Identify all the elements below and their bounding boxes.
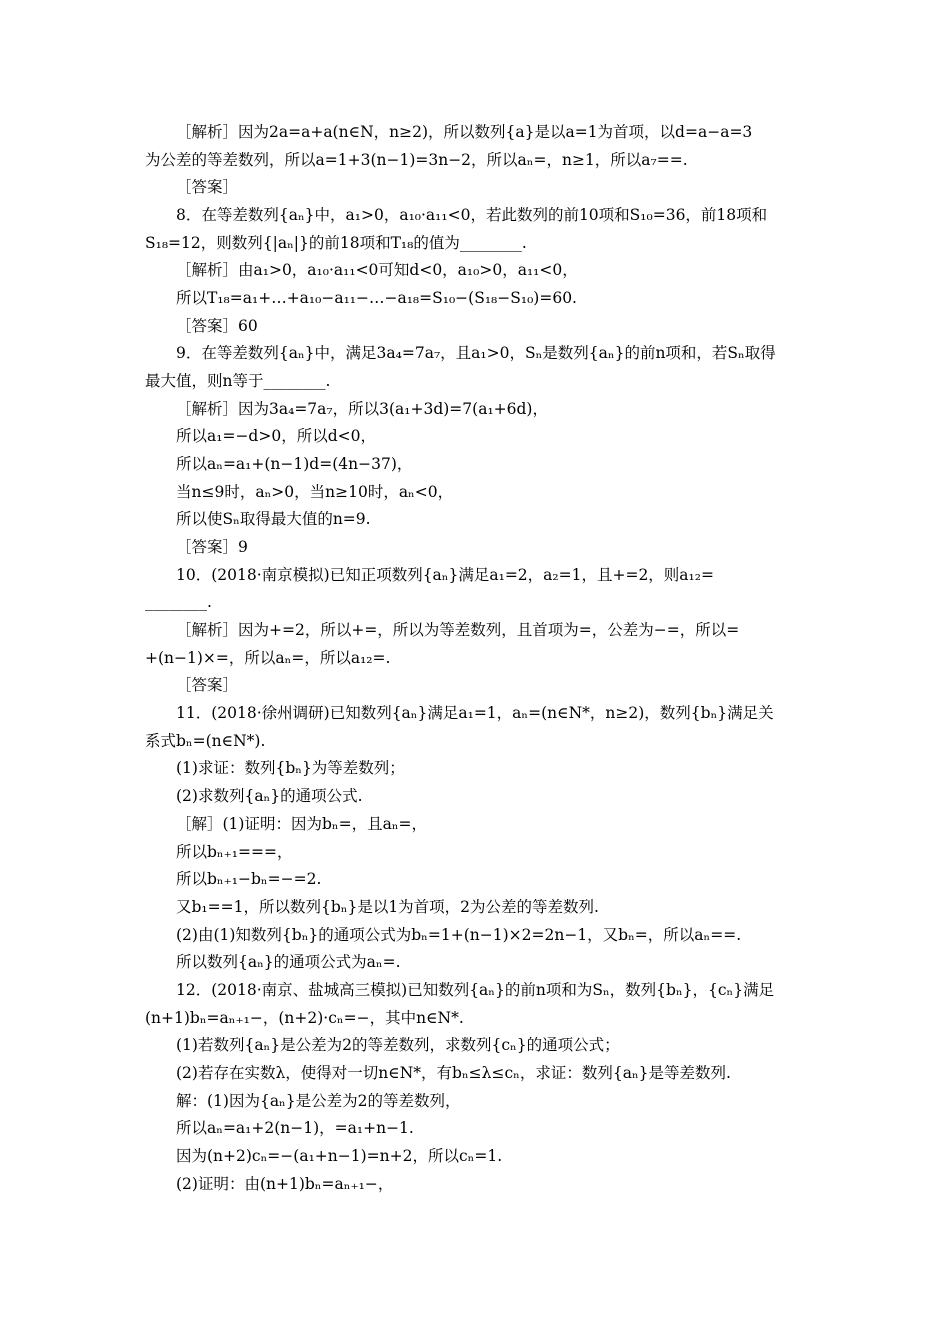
text-line: 系式bₙ=(n∈N*). bbox=[145, 732, 266, 750]
text-line: ［答案］ bbox=[176, 676, 239, 694]
text-line: 所以数列{aₙ}的通项公式为aₙ=. bbox=[176, 953, 401, 971]
text-line: 因为(n+2)cₙ=−(a₁+n−1)=n+2，所以cₙ=1. bbox=[176, 1147, 503, 1165]
text-line: 8．在等差数列{aₙ}中，a₁>0，a₁₀·a₁₁<0，若此数列的前10项和S₁₀=36，前18项和 bbox=[176, 206, 768, 224]
text-line: 9．在等差数列{aₙ}中，满足3a₄=7a₇，且a₁>0，Sₙ是数列{aₙ}的前n项和，若Sₙ取得 bbox=[176, 344, 776, 362]
text-line: ［解析］因为2a=a+a(n∈N，n≥2)，所以数列{a}是以a=1为首项，以d=a−a=3 bbox=[176, 123, 753, 141]
text-line: ［解析］因为3a₄=7a₇，所以3(a₁+3d)=7(a₁+6d)， bbox=[176, 400, 548, 418]
text-line: (2)若存在实数λ，使得对一切n∈N*，有bₙ≤λ≤cₙ，求证：数列{aₙ}是等差数列. bbox=[176, 1064, 731, 1082]
text-line: (2)证明：由(n+1)bₙ=aₙ₊₁−， bbox=[176, 1175, 394, 1193]
text-line: 所以使Sₙ取得最大值的n=9. bbox=[176, 510, 371, 528]
text-line: 10．(2018·南京模拟)已知正项数列{aₙ}满足a₁=2，a₂=1，且+=2，则a₁₂= bbox=[176, 566, 714, 584]
text-line: ［解］(1)证明：因为bₙ=，且aₙ=， bbox=[176, 815, 428, 833]
text-line: ________. bbox=[145, 593, 212, 611]
text-line: (n+1)bₙ=aₙ₊₁−，(n+2)·cₙ=−，其中n∈N*. bbox=[145, 1009, 464, 1027]
text-line: 又b₁==1，所以数列{bₙ}是以1为首项，2为公差的等差数列. bbox=[176, 898, 599, 916]
text-line: (2)由(1)知数列{bₙ}的通项公式为bₙ=1+(n−1)×2=2n−1，又bₙ=，所以aₙ==. bbox=[176, 926, 742, 944]
text-line: +(n−1)×=，所以aₙ=，所以a₁₂=. bbox=[145, 649, 391, 667]
text-line: 最大值，则n等于________. bbox=[145, 372, 331, 390]
text-line: 所以a₁=−d>0，所以d<0， bbox=[176, 427, 376, 445]
text-line: ［解析］由a₁>0，a₁₀·a₁₁<0可知d<0，a₁₀>0，a₁₁<0， bbox=[176, 261, 578, 279]
text-line: 所以T₁₈=a₁+…+a₁₀−a₁₁−…−a₁₈=S₁₀−(S₁₈−S₁₀)=60. bbox=[176, 289, 577, 307]
text-line: ［答案］60 bbox=[176, 317, 258, 335]
text-line: 所以aₙ=a₁+2(n−1)，=a₁+n−1. bbox=[176, 1119, 414, 1137]
text-line: (2)求数列{aₙ}的通项公式. bbox=[176, 787, 363, 805]
text-line: 为公差的等差数列，所以a=1+3(n−1)=3n−2，所以aₙ=，n≥1，所以a₇==. bbox=[145, 151, 688, 169]
text-line: (1)求证：数列{bₙ}为等差数列； bbox=[176, 759, 405, 777]
text-line: ［解析］因为+=2，所以+=，所以为等差数列，且首项为=，公差为−=，所以= bbox=[176, 621, 740, 639]
text-line: ［答案］9 bbox=[176, 538, 248, 556]
text-line: 所以aₙ=a₁+(n−1)d=(4n−37)， bbox=[176, 455, 413, 473]
text-line: 11．(2018·徐州调研)已知数列{aₙ}满足a₁=1，aₙ=(n∈N*，n≥2)，数列{bₙ}满足关 bbox=[176, 704, 774, 722]
text-line: 解：(1)因为{aₙ}是公差为2的等差数列， bbox=[176, 1092, 461, 1110]
text-line: ［答案］ bbox=[176, 178, 239, 196]
text-line: 所以bₙ₊₁===， bbox=[176, 843, 293, 861]
text-line: 12．(2018·南京、盐城高三模拟)已知数列{aₙ}的前n项和为Sₙ，数列{bₙ}，{cₙ}满足 bbox=[176, 981, 775, 999]
text-line: S₁₈=12，则数列{|aₙ|}的前18项和T₁₈的值为________. bbox=[145, 234, 527, 252]
text-line: 所以bₙ₊₁−bₙ=−=2. bbox=[176, 870, 322, 888]
text-line: 当n≤9时，aₙ>0，当n≥10时，aₙ<0， bbox=[176, 483, 454, 501]
text-line: (1)若数列{aₙ}是公差为2的等差数列，求数列{cₙ}的通项公式； bbox=[176, 1036, 620, 1054]
